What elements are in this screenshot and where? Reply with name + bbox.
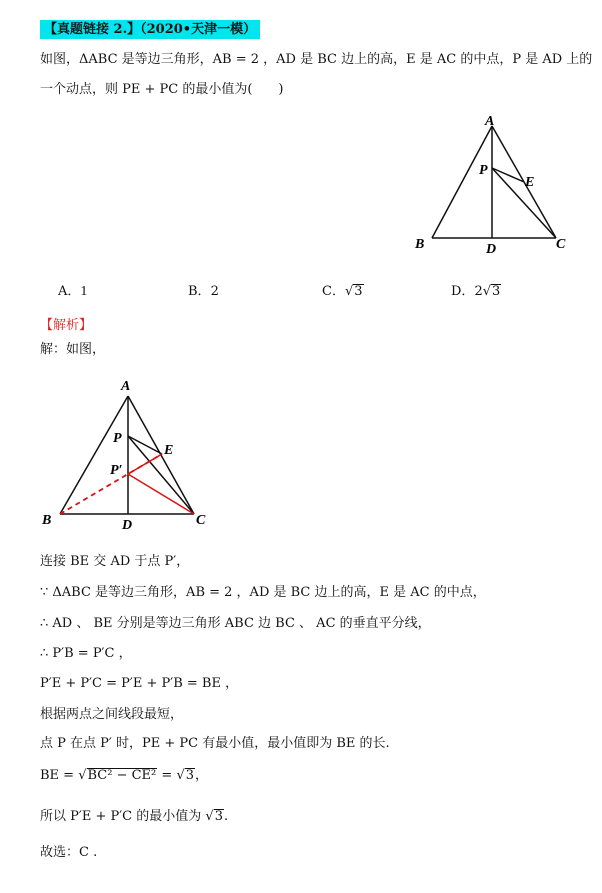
label-p: P	[113, 431, 122, 446]
label-a: A	[485, 114, 495, 129]
segment-pc	[492, 168, 556, 238]
question-line-2: 一个动点，则 PE + PC 的最小值为( )	[40, 82, 284, 97]
option-c: C．√3	[322, 284, 363, 299]
solution-step-4: ∴ P′B = P′C ，	[40, 646, 132, 661]
segment-pc	[128, 436, 194, 514]
side-ab	[432, 126, 492, 238]
solution-step-8: BE = √BC² − CE² = √3，	[40, 768, 209, 783]
solution-step-7: 点 P 在点 P′ 时，PE + PC 有最小值，最小值即为 BE 的长.	[40, 736, 390, 751]
side-ab	[60, 396, 128, 514]
label-a: A	[121, 379, 131, 394]
solution-step-9: 所以 P′E + P′C 的最小值为 √3.	[40, 809, 229, 824]
label-p: P	[479, 163, 488, 178]
question-line-1: 如图，ΔABC 是等边三角形，AB = 2 ，AD 是 BC 边上的高，E 是 AC 的中点，P 是 AD 上的	[40, 52, 593, 67]
segment-ppc	[128, 474, 194, 514]
label-b: B	[415, 237, 425, 252]
solution-figure	[38, 374, 218, 534]
solution-answer: 故选：C .	[40, 845, 98, 860]
option-b: B．2	[188, 284, 219, 299]
source-tag: 【真题链接 2.】（2020•天津一模）	[40, 20, 260, 39]
solution-step-2: ∵ ΔABC 是等边三角形，AB = 2 ，AD 是 BC 边上的高，E 是 AC 的中点，	[40, 585, 486, 600]
solution-heading: 【解析】	[40, 318, 93, 333]
question-figure	[410, 110, 580, 260]
label-d: D	[122, 518, 133, 533]
solution-step-6: 根据两点之间线段最短，	[40, 707, 184, 722]
label-e: E	[164, 443, 174, 458]
label-b: B	[42, 513, 52, 528]
option-a: A．1	[58, 284, 88, 299]
label-d: D	[486, 242, 497, 257]
label-c: C	[556, 237, 566, 252]
label-e: E	[525, 175, 535, 190]
solution-intro: 解：如图，	[40, 342, 106, 357]
solution-step-3: ∴ AD 、 BE 分别是等边三角形 ABC 边 BC 、 AC 的垂直平分线，	[40, 616, 431, 631]
option-d: D．2√3	[451, 284, 501, 299]
label-p-prime: P′	[110, 463, 123, 478]
solution-step-1: 连接 BE 交 AD 于点 P′，	[40, 554, 190, 569]
solution-step-5: P′E + P′C = P′E + P′B = BE ，	[40, 676, 239, 691]
segment-pe	[128, 436, 162, 454]
label-c: C	[196, 513, 206, 528]
